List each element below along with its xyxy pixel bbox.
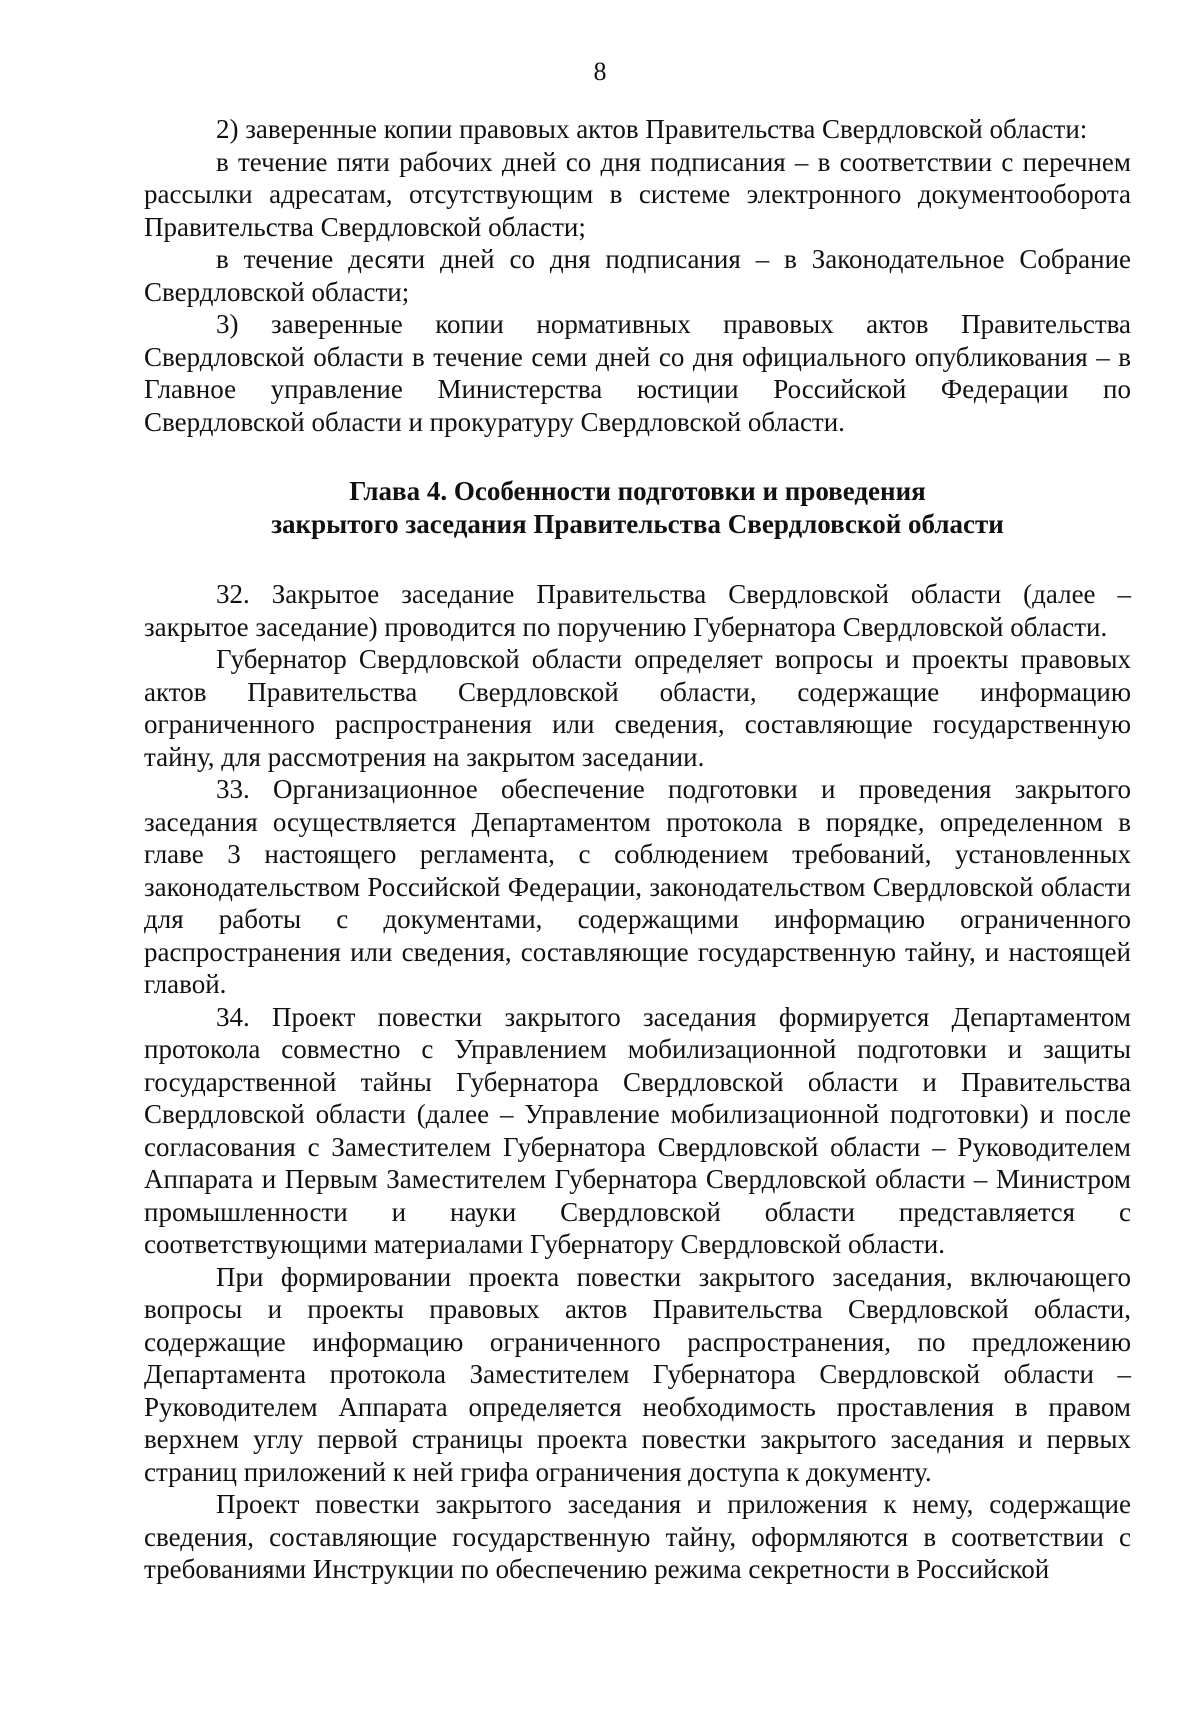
document-body — [144, 113, 1131, 1586]
chapter-heading-line-1: Глава 4. Особенности подготовки и проведения — [349, 476, 926, 506]
paragraph-five-days: в течение пяти рабочих дней со дня подписания – в соответствии с перечнем рассылки адресатам, отсутствующим в системе электронного документооборота Правительства Свердловской области; — [144, 146, 1131, 242]
paragraph-item-2: 2) заверенные копии правовых актов Правительства Свердловской области: — [216, 114, 1088, 144]
paragraph-agenda-forming: При формировании проекта повестки закрытого заседания, включающего вопросы и проекты правовых актов Правительства Свердловской области, содержащие информацию ограниченного распространения, по предложению Департамента протокола Заместителем Губернатора Свердловской области – Руководителем Аппарата определяется необходимость проставления в правом верхнем углу первой страницы проекта повестки закрытого заседания и первых страниц приложений к ней грифа ограничения доступа к документу. — [144, 1261, 1131, 1487]
chapter-heading — [144, 475, 1131, 540]
paragraph-item-3: 3) заверенные копии нормативных правовых актов Правительства Свердловской области в течение семи дней со дня официального опубликования – в Главное управление Министерства юстиции Российской Федерации по Свердловской области и прокуратуру Свердловской области. — [144, 309, 1131, 437]
paragraph-secret-agenda: Проект повестки закрытого заседания и приложения к нему, содержащие сведения, составляющие государственную тайну, оформляются в соответствии с требованиями Инструкции по обеспечению режима секретности в Российской — [144, 1489, 1131, 1584]
chapter-heading-line-2: закрытого заседания Правительства Свердловской области — [271, 508, 1004, 539]
paragraph-33: 33. Организационное обеспечение подготовки и проведения закрытого заседания осуществляется Департаментом протокола в порядке, определенном в главе 3 настоящего регламента, с соблюдением требований, установленных законодательством Российской Федерации, законодательством Свердловской области для работы с документами, содержащими информацию ограниченного распространения или сведения, составляющие государственную тайну, и настоящей главой. — [144, 774, 1131, 999]
page-number: 8 — [593, 57, 607, 86]
paragraph-32: 32. Закрытое заседание Правительства Свердловской области (далее – закрытое заседание) проводится по поручению Губернатора Свердловской области. — [144, 579, 1131, 642]
paragraph-ten-days: в течение десяти дней со дня подписания – в Законодательное Собрание Свердловской области; — [144, 244, 1131, 307]
paragraph-governor-defines: Губернатор Свердловской области определяет вопросы и проекты правовых актов Правительства Свердловской области, содержащие информацию ограниченного распространения или сведения, составляющие государственную тайну, для рассмотрения на закрытом заседании. — [144, 644, 1131, 772]
paragraph-34: 34. Проект повестки закрытого заседания формируется Департаментом протокола совместно с Управлением мобилизационной подготовки и защиты государственной тайны Губернатора Свердловской области и Правительства Свердловской области (далее – Управление мобилизационной подготовки) и после согласования с Заместителем Губернатора Свердловской области – Руководителем Аппарата и Первым Заместителем Губернатора Свердловской области – Министром промышленности и науки Свердловской области представляется с соответствующими материалами Губернатору Свердловской области. — [144, 1001, 1131, 1259]
